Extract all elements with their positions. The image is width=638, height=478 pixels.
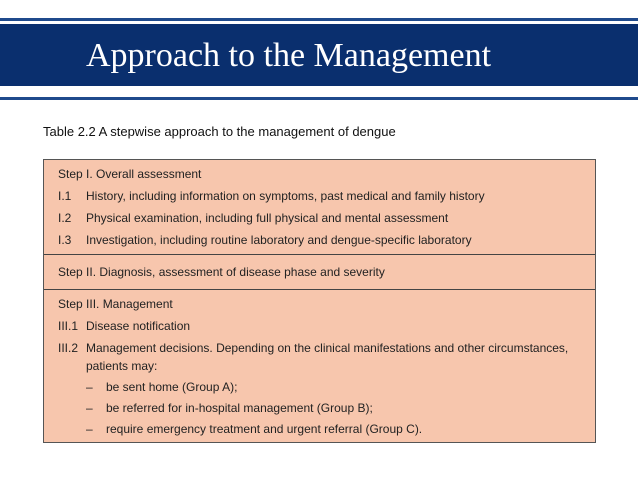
bullet-text: be sent home (Group A); [106,380,238,394]
slide-title: Approach to the Management [86,37,492,74]
item-text: Disease notification [86,319,191,333]
item-number: III.2 [58,341,79,355]
step-2-heading: Step II. Diagnosis, assessment of disease phase and severity [58,265,385,279]
item-text-continuation: patients may: [86,359,158,373]
item-number: I.3 [58,233,72,247]
step-1-heading: Step I. Overall assessment [58,167,202,181]
step-1-section [44,160,595,255]
dash-bullet: – [86,401,93,415]
item-number: I.1 [58,189,72,203]
item-text: History, including information on symptoms, past medical and family history [86,189,485,203]
table-caption: Table 2.2 A stepwise approach to the management of dengue [43,124,396,139]
top-rule [0,18,638,21]
item-text: Management decisions. Depending on the clinical manifestations and other circumstances, [86,341,569,355]
item-number: I.2 [58,211,72,225]
item-text: Physical examination, including full physical and mental assessment [86,211,449,225]
bullet-text: be referred for in-hospital management (Group B); [106,401,373,415]
step-3-heading: Step III. Management [58,297,173,311]
dash-bullet: – [86,380,93,394]
item-number: III.1 [58,319,79,333]
bullet-text: require emergency treatment and urgent referral (Group C). [106,422,423,436]
item-text: Investigation, including routine laboratory and dengue-specific laboratory [86,233,472,247]
step-3-section [44,290,595,442]
dash-bullet: – [86,422,93,436]
step-2-section [44,255,595,290]
step-table [43,159,596,443]
bottom-rule [0,97,638,100]
